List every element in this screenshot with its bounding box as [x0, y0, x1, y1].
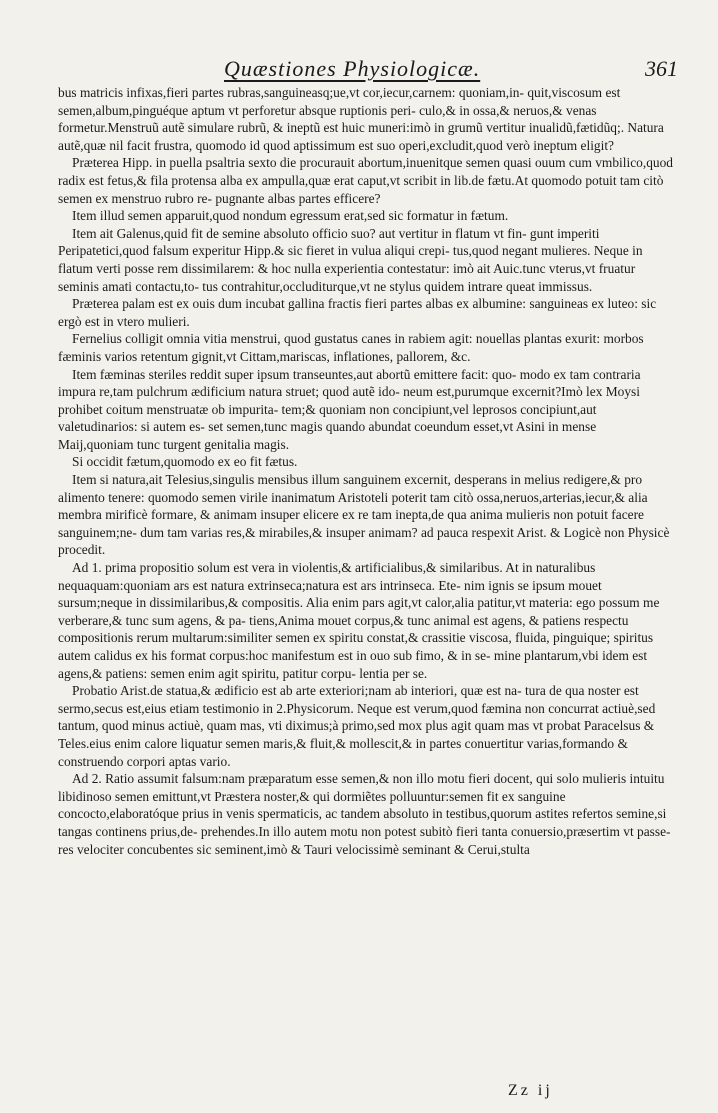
- text-line: tura de qua noster est sermo,secus est,eius etiam testimonio in 2.Physicorum. Neque est: [58, 683, 639, 716]
- text-line: vti diximus;à primo,sed mox plus agit quam mas vt probat Paracelsus & Teles.eius enim: [58, 718, 655, 751]
- text-line: set semen,tunc magis quando abundat coeundum esset,vt Asini in mense Maij,quoniam: [58, 419, 597, 452]
- text-line: sanguineas ex luteo: sic ergò est in vtero mulieri.: [58, 296, 657, 329]
- running-head: [224, 56, 480, 82]
- body-text: [58, 84, 674, 858]
- text-line: Si occidit fætum,quomodo ex eo fit fætus.: [72, 454, 298, 470]
- text-line: tus contrahitur,occluditurque,vt ne stylus quidem intrare queat immissus.: [202, 278, 593, 294]
- text-line: tiens,Anima mouet corpus,& tunc animal est agens, & patiens respectu compositionis: [58, 612, 629, 646]
- text-line: nim ignis se ipsum mouet sursum;neque in dissimilaribus,& compositis. Alia enim pars: [58, 577, 602, 611]
- text-line: quit,viscosum est semen,album,pinguéque aptum vt perforetur absque ruptionis peri-: [58, 85, 621, 118]
- text-line: pugnante albas partes efficere?: [215, 190, 381, 206]
- text-line: qui solo mulieris intuitu libidinoso semen emittunt,vt Præstera noster,& qui dormiẽtes: [58, 771, 665, 804]
- text-line: mine plantarum,vbi idem est agens,& patiens: semen enim agit spiritu, patitur corpu-: [58, 648, 648, 681]
- running-title: Quæstiones Physiologicæ.: [224, 56, 481, 81]
- paragraph: [58, 471, 674, 559]
- text-line: Item ait Galenus,quid fit de semine absoluto officio suo? aut vertitur in flatum vt fin-: [72, 225, 527, 241]
- text-line: plantas exurit: morbos fæminis varios retentum gignit,vt Cittam,mariscas, inflationes,: [58, 331, 644, 364]
- text-line: verum,quod fæmina non concurrat actiuè,sed tantum, quod minus actiuè, quam mas,: [58, 700, 656, 734]
- paragraph: [58, 682, 674, 770]
- text-line: huic muneri:imò in grumũ vertitur inualidũ,fætidũq;. Natura autẽ,quæ nil facit frustra,: [58, 120, 664, 153]
- signature-mark: Zz ij: [508, 1082, 553, 1099]
- text-line: polluuntur:semen fit ex sanguine concocto,elaboratóque prius in venis spermaticis, ac: [58, 788, 566, 822]
- text-line: naturalibus nequaquam:quoniam ars est natura extrinseca;natura est ars intrinseca. Ete-: [58, 560, 596, 593]
- paragraph: [58, 366, 674, 454]
- text-line: res velociter concubentes sic seminent,imò & Tauri velocissimè seminant & Cerui,stulta: [58, 841, 530, 857]
- text-line: insuper elicere ex re tam inepta,de qua anima mulieris non potuit facere sanguinem;ne-: [58, 507, 644, 540]
- text-line: Probatio Arist.de statua,& ædificio est ab arte exteriori;nam ab interiori, quæ est na-: [72, 683, 522, 699]
- paragraph: [58, 770, 674, 858]
- text-line: Item si natura,ait Telesius,singulis mensibus illum sanguinem excernit, desperans in: [72, 472, 521, 488]
- text-line: calore liquatur semen maris,& fluit,& mollescit,& in partes conuertitur varias,formando: [144, 735, 615, 751]
- text-line: Præterea Hipp. in puella psaltria sexto die procurauit abortum,inuenitque semen: [72, 155, 501, 171]
- text-line: lentia per se.: [359, 665, 428, 681]
- paragraph: [58, 207, 674, 225]
- text-line: Fernelius colligit omnia vitia menstrui, quod gustatus canes in rabiem agit: nouellas: [72, 331, 521, 347]
- text-line: poterit tam citò ossa,neruos,arterias,iecur,& alia membra mirificè formare, & animam: [58, 489, 648, 523]
- text-line: rerum multarum:similiter semen ex spiritu constat,& crassitie viscosa, fluida, pinguique;: [136, 630, 611, 646]
- text-line: & construendo corpori aptas vario.: [58, 735, 628, 769]
- text-line: gunt imperiti Peripatetici,quod falsum experitur Hipp.& sic fieret in vulua aliqui crepi-: [58, 225, 600, 259]
- text-line: quasi ouum cum vmbilico,quod radix est fetus,& fila protensa alba ex ampulla,quæ erat: [58, 155, 673, 188]
- text-line: pallorem, &c.: [396, 348, 471, 364]
- text-line: caput,vt scribit in lib.de fætu.At quomodo potuit tam citò semen ex menstruo rubro re-: [58, 172, 664, 206]
- paragraph: [58, 453, 674, 471]
- text-line: agit,vt calor,alia patitur,vt materia: ego possum me verberare,& tunc sum agens, & pa-: [58, 595, 660, 628]
- text-line: Item fæminas steriles reddit super ipsum transeuntes,aut abortũ emittere facit: quo-: [72, 366, 517, 382]
- text-line: modo ex tam contraria impura re,tam pulchrum ædificium natura struet; quod autẽ ido-: [58, 366, 641, 400]
- text-line: quomodo id quod aptissimum est suo operi,excludit,quod verò ineptum eligit?: [195, 137, 614, 153]
- paragraph: [58, 295, 674, 330]
- paragraph: [58, 154, 674, 207]
- text-line: tandem absoluto in testibus,quorum astites refertos semine,si tangas continens prius,de-: [58, 806, 667, 839]
- text-line: dum tam varias res,& mirabiles,& insuper animam? ad pauca respexit Arist. & Logicè: [140, 524, 601, 540]
- text-line: culo,& in ossa,& neruos,& venas formetur.Menstruũ autẽ simulare rubrũ, & ineptũ est: [58, 102, 597, 136]
- text-line: neum est,purumque excernit?Imò lex Moysi prohibet coitum menstruatæ ob impurita-: [58, 384, 640, 417]
- paragraph: [58, 330, 674, 365]
- text-line: tem;& quoniam non concipiunt,vel leprosos concipiunt,aut valetudinarios: si autem es-: [58, 401, 597, 435]
- text-line: tunc turgent genitalia magis.: [136, 436, 290, 452]
- text-line: Item illud semen apparuit,quod nondum egressum erat,sed sic formatur in fætum.: [72, 208, 509, 224]
- text-line: Præterea palam est ex ouis dum incubat gallina fractis fieri partes albas ex albumine:: [72, 296, 527, 312]
- text-line: Ad 2. Ratio assumit falsum:nam præparatum esse semen,& non illo motu fieri docent,: [72, 771, 533, 787]
- paragraph: [58, 559, 674, 682]
- text-line: bus matricis infixas,fieri partes rubras,sanguineasq;ue,vt cor,iecur,carnem: quoniam,in-: [58, 85, 524, 100]
- paragraph: [58, 84, 674, 154]
- page-number: 361: [645, 56, 678, 81]
- text-line: tus,quod negant mulieres. Neque in flatum verti posse rem dissimilarem: & hoc nulla: [58, 243, 643, 276]
- text-line: spiritus autem calidus ex his format corpus:hoc manifestum est in ouo sub fimo, & in se-: [58, 630, 654, 663]
- text-line: non Physicè procedit.: [58, 524, 670, 558]
- paragraph: [58, 225, 674, 295]
- text-line: experientia contestatur: imò ait Auic.tunc vterus,vt fruatur seminis amati contactu,to-: [58, 260, 636, 294]
- text-line: prehendes.In illo autem motu non potest subitò fieri tanta conuersio,præsertim vt passe-: [200, 823, 671, 839]
- text-line: Ad 1. prima propositio solum est vera in violentis,& artificialibus,& similaribus. At in: [72, 560, 533, 576]
- text-line: melius redigere,& pro alimento tenere: quomodo semen virile inanimatum Aristoteli: [58, 472, 643, 505]
